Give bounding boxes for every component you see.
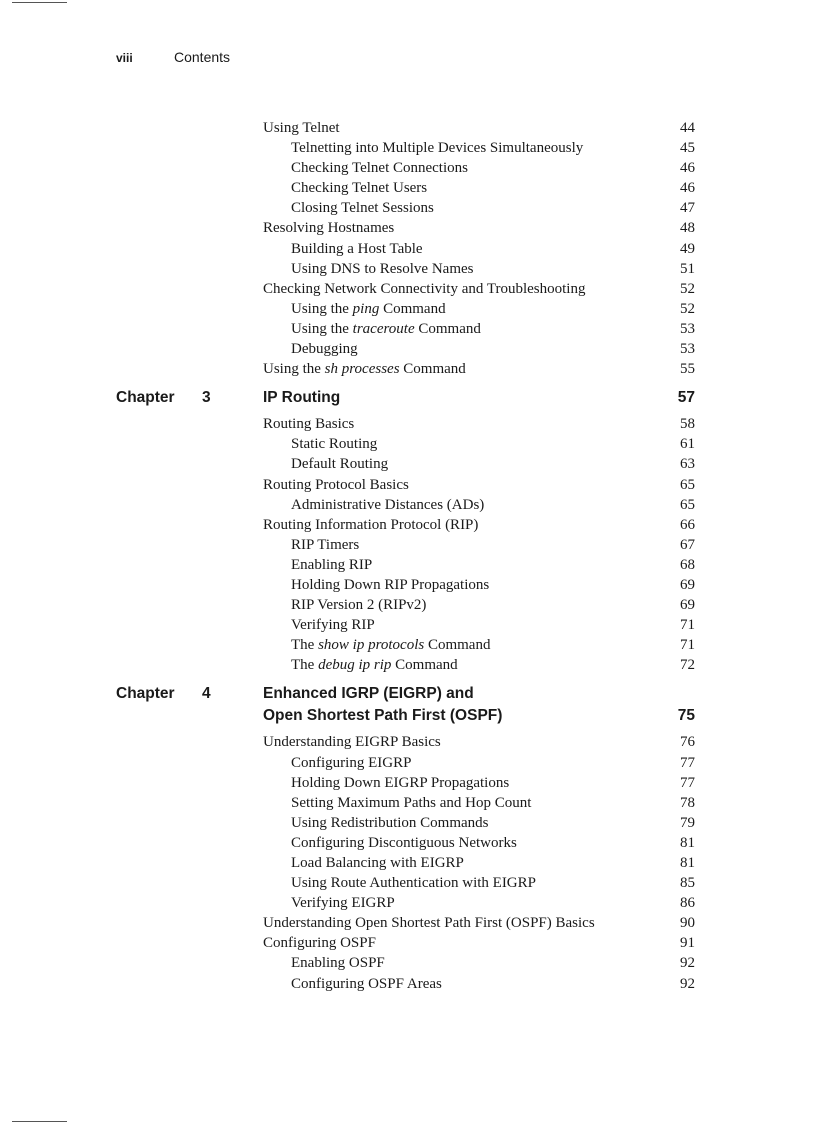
entry-page-number: 79 — [680, 814, 695, 831]
toc-entry[interactable] — [0, 913, 816, 933]
entry-title: Using the ping Command — [291, 300, 446, 317]
toc-subentry[interactable] — [0, 555, 816, 575]
toc-subentry[interactable] — [0, 753, 816, 773]
entry-title: The debug ip rip Command — [291, 657, 458, 674]
toc-subentry[interactable] — [0, 655, 816, 675]
entry-page-number: 52 — [680, 300, 695, 317]
toc-subentry[interactable] — [0, 953, 816, 973]
entry-page-number: 44 — [680, 120, 695, 136]
toc-subentry[interactable] — [0, 259, 816, 279]
toc-entry[interactable] — [0, 933, 816, 953]
toc-section — [0, 387, 816, 675]
entry-title: Setting Maximum Paths and Hop Count — [291, 794, 532, 811]
entry-page-number: 47 — [680, 200, 695, 217]
entry-title: Building a Host Table — [291, 240, 423, 257]
entry-title: Verifying EIGRP — [291, 895, 395, 912]
entry-title: Using Redistribution Commands — [291, 814, 489, 831]
crop-mark-bottom-left — [12, 1121, 67, 1122]
entry-page-number: 52 — [680, 280, 695, 297]
entry-title: Using Telnet — [263, 120, 340, 136]
entry-page-number: 61 — [680, 436, 695, 453]
toc-subentry[interactable] — [0, 974, 816, 994]
toc-subentry[interactable] — [0, 299, 816, 319]
toc-subentry[interactable] — [0, 198, 816, 218]
entry-title: Telnetting into Multiple Devices Simultaneously — [291, 140, 584, 157]
entry-page-number: 53 — [680, 341, 695, 358]
entry-title: Understanding EIGRP Basics — [263, 734, 441, 751]
entry-page-number: 55 — [680, 361, 695, 378]
entry-title: Using the sh processes Command — [263, 361, 466, 378]
entry-title: Routing Information Protocol (RIP) — [263, 516, 479, 533]
table-of-contents — [0, 118, 816, 994]
entry-page-number: 71 — [680, 617, 695, 634]
toc-subentry[interactable] — [0, 158, 816, 178]
chapter-heading[interactable] — [0, 387, 816, 409]
entry-page-number: 90 — [680, 915, 695, 932]
toc-entry[interactable] — [0, 732, 816, 752]
chapter-label: Chapter — [116, 389, 175, 407]
chapter-title: Enhanced IGRP (EIGRP) and — [263, 685, 474, 703]
entry-page-number: 46 — [680, 180, 695, 197]
toc-subentry[interactable] — [0, 434, 816, 454]
toc-section — [0, 683, 816, 993]
entry-page-number: 77 — [680, 774, 695, 791]
toc-subentry[interactable] — [0, 575, 816, 595]
entry-page-number: 92 — [680, 955, 695, 972]
toc-subentry[interactable] — [0, 495, 816, 515]
chapter-number: 3 — [202, 389, 211, 407]
entry-page-number: 72 — [680, 657, 695, 674]
entry-title: Using the traceroute Command — [291, 320, 481, 337]
entry-title: Routing Basics — [263, 416, 355, 433]
entry-title: Configuring OSPF — [263, 935, 376, 952]
toc-subentry[interactable] — [0, 873, 816, 893]
chapter-title: Open Shortest Path First (OSPF) — [263, 707, 503, 725]
toc-entry[interactable] — [0, 279, 816, 299]
toc-subentry[interactable] — [0, 319, 816, 339]
entry-page-number: 69 — [680, 597, 695, 614]
entry-title: Routing Protocol Basics — [263, 476, 409, 493]
entry-page-number: 67 — [680, 536, 695, 553]
entry-page-number: 91 — [680, 935, 695, 952]
entry-page-number: 65 — [680, 476, 695, 493]
toc-section — [0, 118, 816, 379]
toc-entry[interactable] — [0, 475, 816, 495]
entry-title: Verifying RIP — [291, 617, 375, 634]
toc-subentry[interactable] — [0, 454, 816, 474]
entry-title: Checking Network Connectivity and Troubleshooting — [263, 280, 586, 297]
entry-title: Default Routing — [291, 456, 389, 473]
entry-title: Checking Telnet Connections — [291, 160, 468, 177]
entry-title: Configuring Discontiguous Networks — [291, 834, 517, 851]
chapter-page-number: 75 — [677, 707, 695, 725]
toc-entry[interactable] — [0, 515, 816, 535]
chapter-page-number: 57 — [677, 389, 695, 407]
entry-title: Debugging — [291, 341, 358, 358]
entry-title: Configuring OSPF Areas — [291, 975, 442, 992]
entry-page-number: 58 — [680, 416, 695, 433]
entry-title: Closing Telnet Sessions — [291, 200, 434, 217]
toc-subentry[interactable] — [0, 239, 816, 259]
entry-title: Checking Telnet Users — [291, 180, 428, 197]
entry-page-number: 71 — [680, 637, 695, 654]
toc-entry[interactable] — [0, 359, 816, 379]
entry-title: Enabling RIP — [291, 556, 373, 573]
toc-entry[interactable] — [0, 414, 816, 434]
toc-subentry[interactable] — [0, 793, 816, 813]
toc-subentry[interactable] — [0, 813, 816, 833]
entry-title: Enabling OSPF — [291, 955, 385, 972]
toc-subentry[interactable] — [0, 138, 816, 158]
entry-page-number: 78 — [680, 794, 695, 811]
entry-page-number: 76 — [680, 734, 695, 751]
chapter-title: IP Routing — [263, 389, 341, 407]
entry-title: Load Balancing with EIGRP — [291, 855, 464, 871]
entry-title: RIP Version 2 (RIPv2) — [291, 597, 427, 614]
entry-page-number: 45 — [680, 140, 695, 157]
entry-title: Administrative Distances (ADs) — [291, 496, 485, 513]
toc-subentry[interactable] — [0, 773, 816, 793]
toc-subentry[interactable] — [0, 595, 816, 615]
entry-page-number: 85 — [680, 875, 695, 892]
entry-page-number: 92 — [680, 975, 695, 992]
entry-page-number: 48 — [680, 220, 695, 237]
entry-page-number: 66 — [680, 516, 695, 533]
toc-subentry[interactable] — [0, 893, 816, 913]
toc-subentry[interactable] — [0, 635, 816, 655]
toc-subentry[interactable] — [0, 853, 816, 873]
entry-page-number: 49 — [680, 240, 695, 257]
chapter-label: Chapter — [116, 685, 175, 703]
entry-title: The show ip protocols Command — [291, 637, 491, 654]
entry-title: Holding Down RIP Propagations — [291, 576, 490, 593]
entry-page-number: 77 — [680, 754, 695, 771]
entry-title: RIP Timers — [291, 536, 360, 553]
entry-title: Using Route Authentication with EIGRP — [291, 875, 536, 892]
crop-mark-top-left — [12, 2, 67, 3]
page-folio: viii — [116, 51, 133, 65]
toc-subentry[interactable] — [0, 615, 816, 635]
entry-title: Static Routing — [291, 436, 378, 453]
entry-page-number: 65 — [680, 496, 695, 513]
toc-subentry[interactable] — [0, 339, 816, 359]
entry-page-number: 81 — [680, 855, 695, 871]
entry-page-number: 46 — [680, 160, 695, 177]
entry-page-number: 69 — [680, 576, 695, 593]
entry-page-number: 81 — [680, 834, 695, 851]
entry-page-number: 63 — [680, 456, 695, 473]
running-title: Contents — [174, 49, 231, 65]
entry-page-number: 51 — [680, 260, 695, 277]
running-head — [116, 49, 230, 65]
entry-page-number: 53 — [680, 320, 695, 337]
chapter-heading[interactable] — [0, 683, 816, 727]
entry-title: Resolving Hostnames — [263, 220, 395, 237]
entry-page-number: 86 — [680, 895, 695, 912]
entry-page-number: 68 — [680, 556, 695, 573]
toc-subentry[interactable] — [0, 535, 816, 555]
entry-title: Using DNS to Resolve Names — [291, 260, 474, 277]
toc-entry[interactable] — [0, 118, 816, 138]
toc-subentry[interactable] — [0, 178, 816, 198]
entry-title: Holding Down EIGRP Propagations — [291, 774, 510, 791]
chapter-number: 4 — [202, 685, 211, 703]
entry-title: Understanding Open Shortest Path First (OSPF) Basics — [263, 915, 595, 932]
toc-entry[interactable] — [0, 218, 816, 238]
toc-subentry[interactable] — [0, 833, 816, 853]
entry-title: Configuring EIGRP — [291, 754, 412, 771]
